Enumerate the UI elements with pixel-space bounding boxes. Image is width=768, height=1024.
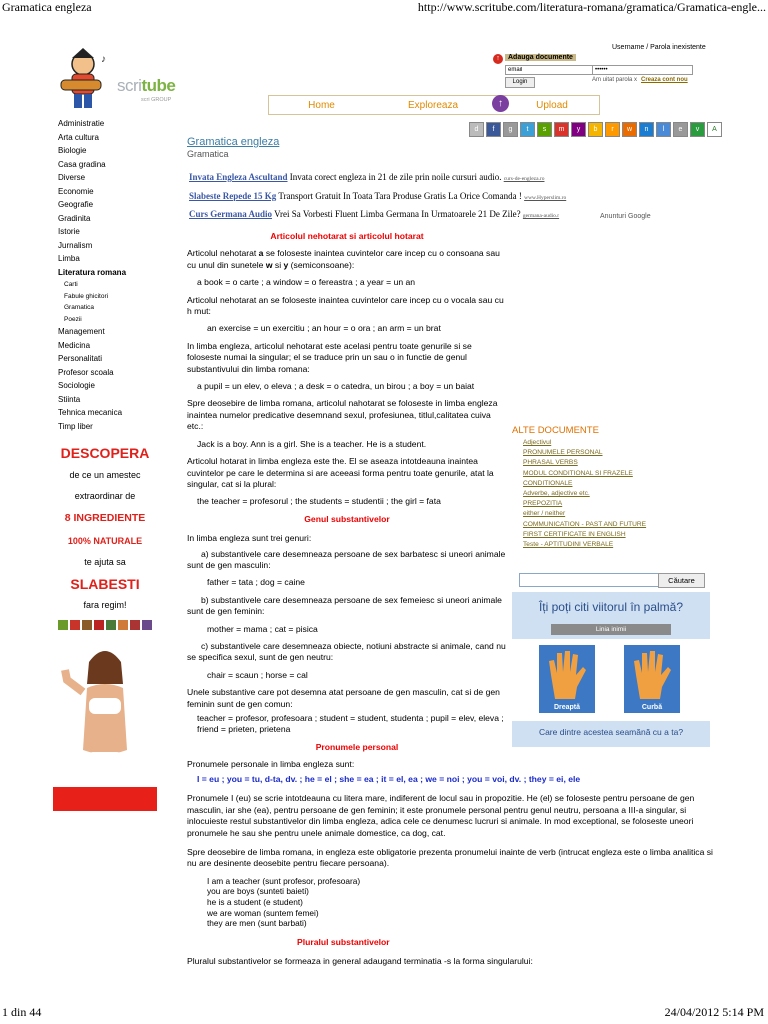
sidebar-item-administratie[interactable]: Administratie bbox=[58, 119, 105, 128]
doc-link[interactable]: FIRST CERTIFICATE IN ENGLISH bbox=[523, 530, 626, 538]
doc-link[interactable]: PHRASAL VERBS bbox=[523, 459, 578, 467]
paragraph: Pronumele personale in limba engleza sunt: bbox=[187, 759, 355, 770]
email-field[interactable] bbox=[505, 65, 595, 75]
ad-ingredients: 8 INGREDIENTE bbox=[64, 512, 146, 524]
doc-link[interactable]: Adjectivul bbox=[523, 439, 552, 446]
slim-ad[interactable] bbox=[53, 442, 157, 630]
bookmark-icon[interactable]: A bbox=[707, 122, 722, 137]
text-ad[interactable] bbox=[189, 208, 559, 222]
sidebar-item-jurnalism[interactable]: Jurnalism bbox=[58, 240, 93, 250]
ad-slabesti: SLABESTI bbox=[70, 576, 140, 592]
doc-link[interactable]: either / neither bbox=[523, 510, 566, 518]
sidebar-item-arta-cultura[interactable]: Arta cultura bbox=[58, 132, 99, 142]
paragraph: In limba engleza, articolul nehotarat este acelasi pentru toate genurile si se foloseste numai la singular; el se traduce prin un sau o in functie de genul substantivului din limba romana: bbox=[187, 340, 472, 374]
sidebar-item-stiinta[interactable]: Stiinta bbox=[58, 394, 81, 404]
ingredient-image bbox=[58, 620, 68, 630]
sidebar-item-economie[interactable]: Economie bbox=[58, 186, 94, 196]
bookmark-icon[interactable]: s bbox=[537, 122, 552, 137]
nav-home[interactable]: Home bbox=[308, 99, 335, 111]
bookmark-icon[interactable]: b bbox=[588, 122, 603, 137]
article-title[interactable]: Gramatica engleza bbox=[187, 136, 280, 148]
create-account-link[interactable]: Creaza cont nou bbox=[641, 77, 688, 83]
logo-group: scri GROUP bbox=[141, 97, 172, 103]
ad-url[interactable]: www.Hyperslim.ro bbox=[524, 195, 567, 201]
example: they are men (sunt barbati) bbox=[207, 918, 307, 929]
ad-line: de ce un amestec bbox=[69, 470, 141, 480]
bookmark-icon[interactable]: y bbox=[571, 122, 586, 137]
ad-line: te ajuta sa bbox=[84, 557, 126, 567]
palm-ad-title: Îți poți citi viitorul în palmă? bbox=[538, 600, 684, 614]
sidebar-item-biologie[interactable]: Biologie bbox=[58, 146, 87, 155]
doc-link[interactable]: PREPOZITIA bbox=[523, 500, 563, 508]
page-url: http://www.scritube.com/literatura-romana/gramatica/Gramatica-engle... bbox=[417, 0, 766, 14]
example: the teacher = profesorul ; the students = studentii ; the girl = fata bbox=[197, 496, 441, 507]
example: he is a student (e student) bbox=[207, 897, 303, 908]
mascot-icon bbox=[55, 48, 115, 110]
page-counter: 1 din 44 bbox=[2, 1005, 42, 1019]
bookmark-icon[interactable]: w bbox=[622, 122, 637, 137]
add-docs-label: Adauga documente bbox=[505, 54, 576, 61]
woman-photo bbox=[53, 640, 157, 785]
example: chair = scaun ; horse = cal bbox=[207, 669, 308, 680]
hand-icon bbox=[539, 645, 595, 703]
ad-natural: 100% NATURALE bbox=[67, 536, 143, 546]
other-docs-list bbox=[523, 438, 663, 550]
bookmark-icon[interactable]: e bbox=[673, 122, 688, 137]
section-title-plural: Pluralul substantivelor bbox=[297, 936, 390, 947]
sidebar-item-personalitati[interactable]: Personalitati bbox=[58, 354, 103, 363]
sidebar-subitem-carti[interactable]: Carti bbox=[64, 281, 78, 288]
doc-link[interactable]: PRONUMELE PERSONAL bbox=[523, 449, 603, 457]
paragraph: Pronumele I (eu) se scrie intotdeauna cu litera mare, indiferent de locul sau in propozitie. He (el) se foloseste pentru persoane de gen masculin, iar she (ea), pentru persoane de gen feminin; it este pronumele personal pentru genul neutru, persoana a III-a singular, si inlocuieste restul substantivelor din limba engleza, adica cele ce denumesc lucruri si animale. In mod exceptional, se foloseste uneori pronumele he sau she pentru unele animale domestice, ca dog, cat. bbox=[187, 793, 695, 838]
nav-explore[interactable]: Exploreaza bbox=[407, 99, 459, 111]
ad-red-banner[interactable] bbox=[53, 787, 157, 811]
paragraph: Articolul nehotarat an se foloseste inaintea cuvintelor care incep cu o vocala sau cu h mut: bbox=[187, 294, 504, 317]
pronoun-list: I = eu ; you = tu, d-ta, dv. ; he = el ; she = ea ; it = el, ea ; we = noi ; you = voi, dv. ; they = ei, ele bbox=[197, 774, 581, 784]
paragraph: c) substantivele care desemneaza obiecte, notiuni abstracte si animale, cand nu se specifica sexul, sunt de gen neutru: bbox=[187, 640, 506, 663]
sidebar-item-management[interactable]: Management bbox=[58, 327, 105, 336]
sidebar-item-gradinita[interactable]: Gradinita bbox=[58, 213, 91, 223]
other-docs-title: ALTE DOCUMENTE bbox=[512, 425, 599, 436]
sidebar-item-timp-liber[interactable]: Timp liber bbox=[58, 421, 93, 431]
doc-link[interactable]: MODUL CONDITIONAL SI FRAZELE CONDITIONALE bbox=[523, 469, 633, 487]
palm-right-label: Curbă bbox=[641, 704, 663, 711]
bookmark-icon[interactable]: d bbox=[469, 122, 484, 137]
paragraph: Spre deosebire de limba romana, articolul nahotarat se foloseste in limba engleza inaintea numelor predicative desemnand sexul, profesiunea, titlul,calitatea cuiva etc.: bbox=[187, 398, 498, 432]
example: we are woman (suntem femei) bbox=[207, 907, 319, 918]
article-category[interactable]: Gramatica bbox=[187, 149, 229, 159]
svg-text:♪: ♪ bbox=[101, 54, 106, 65]
ad-text: Transport Gratuit In Toata Tara Produse Gratis La Orice Comanda ! bbox=[276, 191, 522, 201]
ad-url[interactable]: curs-de-engleza.ro bbox=[503, 176, 545, 182]
sidebar-item-literatura-romana[interactable]: Literatura romana bbox=[58, 267, 127, 277]
upload-icon[interactable]: ↑ bbox=[492, 95, 509, 112]
bookmark-icon[interactable]: n bbox=[639, 122, 654, 137]
top-nav bbox=[268, 95, 600, 115]
paragraph: Pluralul substantivelor se formeaza in general adaugand terminatia -s la forma singularului: bbox=[187, 956, 533, 967]
paragraph: Articolul nehotarat a se foloseste inaintea cuvintelor care incep cu o consoana sau cu unul din sunetele w si y (semiconsoane): bbox=[187, 248, 500, 270]
example-list bbox=[187, 876, 717, 929]
search-button[interactable]: Căutare bbox=[658, 573, 705, 588]
sidebar-item-tehnica-mecanica[interactable]: Tehnica mecanica bbox=[58, 408, 123, 417]
paragraph: Articolul hotarat in limba engleza este the. El se aseaza intotdeauna inaintea cuvintelor pe care le determina si are aceeasi forma pentru toate genurile, atat la singular, cat si la plural: bbox=[187, 456, 494, 489]
ad-line: fara regim! bbox=[83, 600, 127, 610]
palm-left-option[interactable] bbox=[539, 645, 595, 713]
ad-text: Vrei Sa Vorbesti Fluent Limba Germana In Urmatoarele 21 De Zile? bbox=[272, 209, 521, 219]
upload-arrow-icon: ↑ bbox=[493, 54, 503, 64]
example: mother = mama ; cat = pisica bbox=[207, 623, 318, 634]
sidebar-item-medicina[interactable]: Medicina bbox=[58, 340, 91, 350]
hand-icon bbox=[624, 645, 680, 703]
bookmark-icons bbox=[469, 118, 724, 137]
ingredient-image bbox=[142, 620, 152, 630]
example: father = tata ; dog = caine bbox=[207, 577, 305, 588]
example: a book = o carte ; a window = o fereastra ; a year = un an bbox=[197, 277, 416, 288]
sidebar bbox=[58, 117, 126, 433]
palm-left-label: Dreaptă bbox=[553, 704, 581, 711]
forgot-password-link[interactable]: Am uitat parola x bbox=[592, 77, 638, 83]
site-logo[interactable] bbox=[55, 48, 185, 110]
example: teacher = profesor, profesoara ; student = student, studenta ; pupil = elev, eleva ; friend = prieten, prietena bbox=[197, 713, 504, 735]
ad-url[interactable]: germana-audio.r bbox=[522, 213, 560, 219]
nav-upload[interactable]: Upload bbox=[536, 99, 568, 111]
paragraph: a) substantivele care desemneaza persoane de sex barbatesc si uneori animale sunt de gen masculin: bbox=[187, 548, 506, 570]
bookmark-icon[interactable]: l bbox=[656, 122, 671, 137]
palm-ad-tab: Linia inimii bbox=[551, 624, 671, 635]
ad-link[interactable]: Invata Engleza Ascultand bbox=[189, 172, 288, 182]
palm-ad-question: Care dintre acestea seamănă cu a ta? bbox=[538, 727, 684, 737]
sidebar-item-istorie[interactable]: Istorie bbox=[58, 227, 80, 236]
login-button[interactable]: Login bbox=[505, 77, 535, 88]
sidebar-item-profesor-scoala[interactable]: Profesor scoala bbox=[58, 367, 114, 377]
palm-ad[interactable] bbox=[512, 592, 710, 747]
bookmark-icon[interactable]: v bbox=[690, 122, 705, 137]
ad-line: extraordinar de bbox=[74, 491, 136, 501]
bookmark-icon[interactable]: f bbox=[486, 122, 501, 137]
logo-tube: tube bbox=[141, 76, 176, 95]
doc-link[interactable]: COMMUNICATION - PAST AND FUTURE bbox=[523, 520, 647, 528]
sidebar-subitem-poezii[interactable]: Poezii bbox=[64, 315, 82, 323]
section-title-pronoun: Pronumele personal bbox=[315, 741, 399, 752]
palm-right-option[interactable] bbox=[624, 645, 680, 713]
logo-scri: scri bbox=[117, 76, 142, 95]
doc-link[interactable]: Teste - APTITUDINI VERBALE bbox=[523, 541, 614, 549]
ingredient-image bbox=[70, 620, 80, 630]
sidebar-item-geografie[interactable]: Geografie bbox=[58, 200, 94, 209]
ad-link[interactable]: Curs Germana Audio bbox=[189, 209, 273, 219]
paragraph: b) substantivele care desemneaza persoane de sex femeiesc si uneori animale sunt de gen feminin: bbox=[187, 594, 502, 617]
example: I am a teacher (sunt profesor, profesoara) bbox=[207, 875, 361, 886]
paragraph: In limba engleza sunt trei genuri: bbox=[187, 533, 312, 544]
text-ad[interactable] bbox=[189, 190, 566, 204]
ingredient-image bbox=[130, 620, 140, 630]
paragraph: Spre deosebire de limba romana, in engleza este obligatorie prezenta pronumelui inainte de verb (intrucat engleza este o limba analitica si nu are desinente deosebite pentru fiecare persoana). bbox=[187, 847, 713, 869]
google-ads-label[interactable]: Anunturi Google bbox=[600, 213, 651, 220]
article-body-wide bbox=[187, 774, 717, 968]
bookmark-icon[interactable]: r bbox=[605, 122, 620, 137]
bookmark-icon[interactable]: t bbox=[520, 122, 535, 137]
example: an exercise = un exercitiu ; an hour = o ora ; an arm = un brat bbox=[207, 323, 441, 334]
page-title: Gramatica engleza bbox=[2, 0, 92, 14]
example: a pupil = un elev, o eleva ; a desk = o catedra, un birou ; a boy = un baiat bbox=[197, 381, 475, 392]
example: you are boys (sunteti baieti) bbox=[207, 886, 309, 897]
ingredient-thumbnails bbox=[53, 620, 157, 630]
sidebar-subitem-gramatica[interactable]: Gramatica bbox=[64, 304, 94, 311]
ad-text: Invata corect engleza in 21 de zile prin noile cursuri audio. bbox=[287, 172, 502, 182]
ad-headline: DESCOPERA bbox=[60, 445, 150, 461]
sidebar-item-casa-gradina[interactable]: Casa gradina bbox=[58, 159, 106, 169]
ingredient-image bbox=[82, 620, 92, 630]
print-datetime: 24/04/2012 5:14 PM bbox=[664, 1005, 764, 1019]
ingredient-image bbox=[118, 620, 128, 630]
example: Jack is a boy. Ann is a girl. She is a teacher. He is a student. bbox=[197, 438, 427, 449]
login-status: Username / Parola inexistente bbox=[612, 44, 706, 51]
sidebar-subitem-fabule[interactable]: Fabule ghicitori bbox=[64, 292, 109, 300]
text-ad[interactable] bbox=[189, 171, 544, 185]
bookmark-icon[interactable]: g bbox=[503, 122, 518, 137]
article-body bbox=[187, 231, 507, 771]
doc-link[interactable]: Adverbe, adjective etc. bbox=[523, 490, 590, 498]
password-field[interactable] bbox=[592, 65, 693, 75]
ingredient-image bbox=[94, 620, 104, 630]
ingredient-image bbox=[106, 620, 116, 630]
sidebar-item-diverse[interactable]: Diverse bbox=[58, 173, 86, 182]
sidebar-item-sociologie[interactable]: Sociologie bbox=[58, 381, 95, 390]
section-title-articles: Articolul nehotarat si articolul hotarat bbox=[270, 231, 424, 241]
sidebar-item-limba[interactable]: Limba bbox=[58, 254, 80, 263]
paragraph: Unele substantive care pot desemna atat persoane de gen masculin, cat si de gen feminin sunt de gen comun: bbox=[187, 687, 500, 709]
section-title-gender: Genul substantivelor bbox=[304, 513, 390, 524]
ad-link[interactable]: Slabeste Repede 15 Kg bbox=[189, 191, 277, 201]
bookmark-icon[interactable]: m bbox=[554, 122, 569, 137]
search-input[interactable] bbox=[519, 573, 660, 587]
